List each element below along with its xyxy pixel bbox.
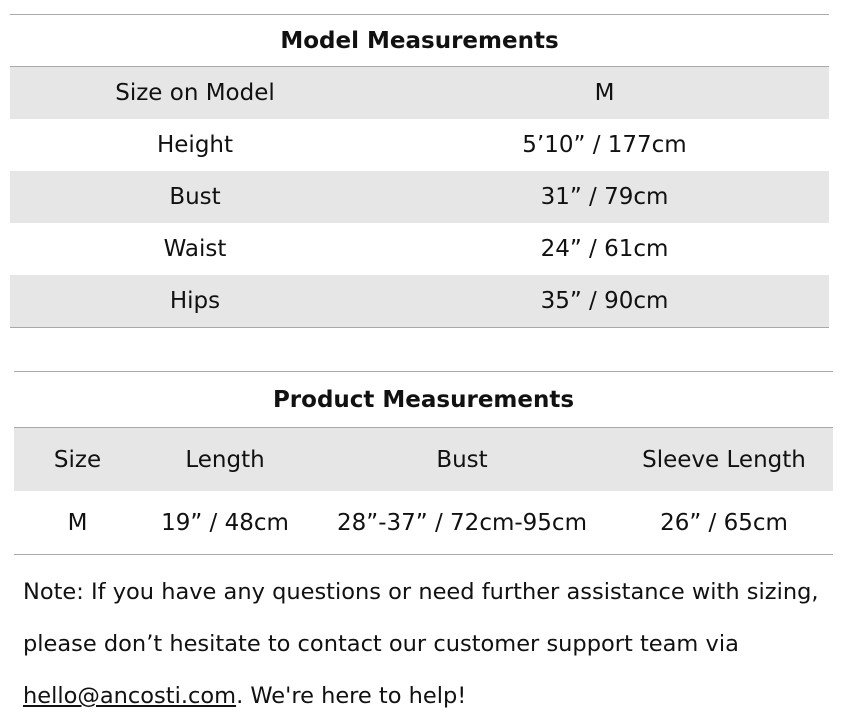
model-row-label: Height <box>156 132 234 158</box>
model-row-value: 31” / 79cm <box>380 171 829 223</box>
model-measurements-table <box>10 14 829 328</box>
model-row-label: Bust <box>10 171 380 223</box>
note-closing-text: . We're here to help! <box>236 683 467 709</box>
column-header-bust: Bust <box>309 428 615 492</box>
cell-size: M <box>14 491 141 555</box>
sizing-note <box>23 566 850 722</box>
table-row <box>14 491 833 555</box>
product-measurements-table <box>14 371 833 555</box>
support-email-link[interactable]: hello@ancosti.com <box>23 683 237 709</box>
cell-length: 19” / 48cm <box>141 491 309 555</box>
cell-sleeve-length: 26” / 65cm <box>615 491 833 555</box>
table-header-row <box>14 428 833 492</box>
model-row-value: 24” / 61cm <box>540 236 669 262</box>
table-row <box>10 171 829 223</box>
model-row-value: 35” / 90cm <box>380 275 829 328</box>
product-measurements-title: Product Measurements <box>14 372 833 428</box>
table-row <box>10 67 829 120</box>
note-line: please don’t hesitate to contact our customer support team via <box>23 631 739 657</box>
model-row-value: M <box>380 67 829 120</box>
note-line <box>23 670 850 722</box>
cell-bust: 28”-37” / 72cm-95cm <box>309 491 615 555</box>
model-row-label: Size on Model <box>10 67 380 120</box>
model-row-label: Waist <box>163 236 227 262</box>
column-header-size: Size <box>14 428 141 492</box>
model-row-label: Hips <box>10 275 380 328</box>
note-line: Note: If you have any questions or need further assistance with sizing, <box>23 579 819 605</box>
table-row <box>10 223 829 275</box>
model-measurements-title: Model Measurements <box>10 15 829 67</box>
model-row-value: 5’10” / 177cm <box>522 132 687 158</box>
table-row <box>10 275 829 328</box>
table-row <box>10 119 829 171</box>
column-header-sleeve-length: Sleeve Length <box>615 428 833 492</box>
column-header-length: Length <box>141 428 309 492</box>
